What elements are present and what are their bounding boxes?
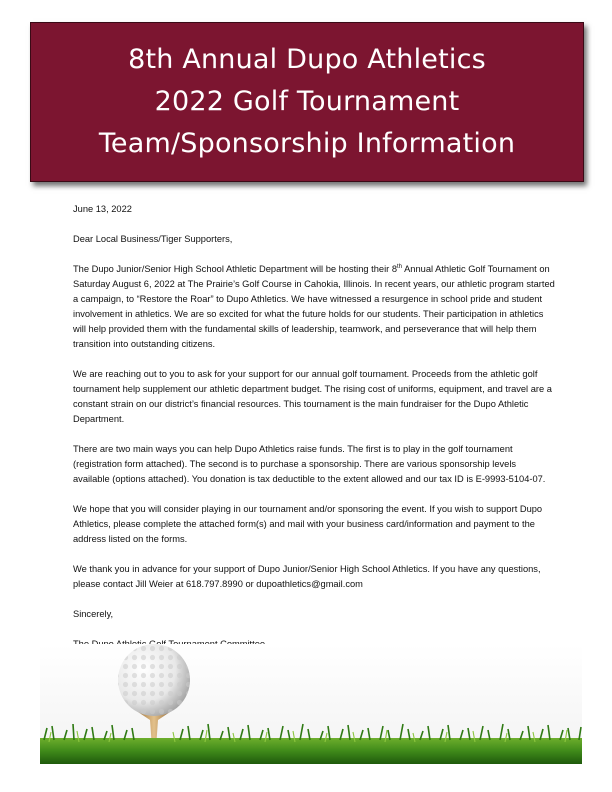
golf-ball-on-tee-grass-icon	[40, 644, 582, 764]
letter-paragraph-5: We thank you in advance for your support of Dupo Junior/Senior High School Athletics. If you have any questions, please contact Jill Weier at 618.797.8990 or dupoathletics@gmail.com	[73, 564, 541, 589]
banner-title-line-3: Team/Sponsorship Information	[98, 128, 516, 159]
ordinal-suffix: th	[397, 263, 403, 270]
banner-title-line-1: 8th Annual Dupo Athletics	[128, 44, 486, 75]
letter-paragraph-4: We hope that you will consider playing in our tournament and/or sponsoring the event. If you wish to support Dupo Athletics, please complete the attached form(s) and mail with your business card/information and payment to the address listed on the forms.	[73, 504, 543, 544]
letter-closing: Sincerely,	[73, 609, 114, 619]
paragraph-1-part-b: Annual Athletic Golf Tournament on Saturday August 6, 2022 at The Prairie’s Golf Course in Cahokia, Illinois. In recent years, our athletic program started a campaign, to “Restore the Roar” to Dupo Athletics. We have witnessed a resurgence in school pride and student involvement in athletics. We are so excited for what the future holds for our students. Their participation in athletics will help provided them with the fundamental skills of leadership, teamwork, and perseverance that will help them transition into outstanding citizens.	[73, 264, 555, 349]
paragraph-1-part-a: The Dupo Junior/Senior High School Athletic Department will be hosting their 8	[73, 264, 398, 274]
letter-date: June 13, 2022	[73, 204, 132, 214]
letter-salutation: Dear Local Business/Tiger Supporters,	[73, 234, 233, 244]
letter-body	[73, 202, 555, 667]
banner-title-line-2: 2022 Golf Tournament	[154, 86, 460, 117]
letter-paragraph-1	[73, 262, 555, 352]
letter-paragraph-3: There are two main ways you can help Dupo Athletics raise funds. The first is to play in the golf tournament (registration form attached). The second is to purchase a sponsorship. There are various sponsorship levels available (options attached). You donation is tax deductible to the extent allowed and our tax ID is E-9993-5104-07.	[73, 444, 546, 484]
letter-paragraph-2: We are reaching out to you to ask for your support for our annual golf tournament. Proceeds from the athletic golf tournament help supplement our athletic department budget. The rising cost of uniforms, equipment, and travel are a constant strain on our district’s financial resources. This tournament is the main fundraiser for the Dupo Athletic Department.	[73, 369, 552, 424]
title-banner	[30, 22, 584, 182]
